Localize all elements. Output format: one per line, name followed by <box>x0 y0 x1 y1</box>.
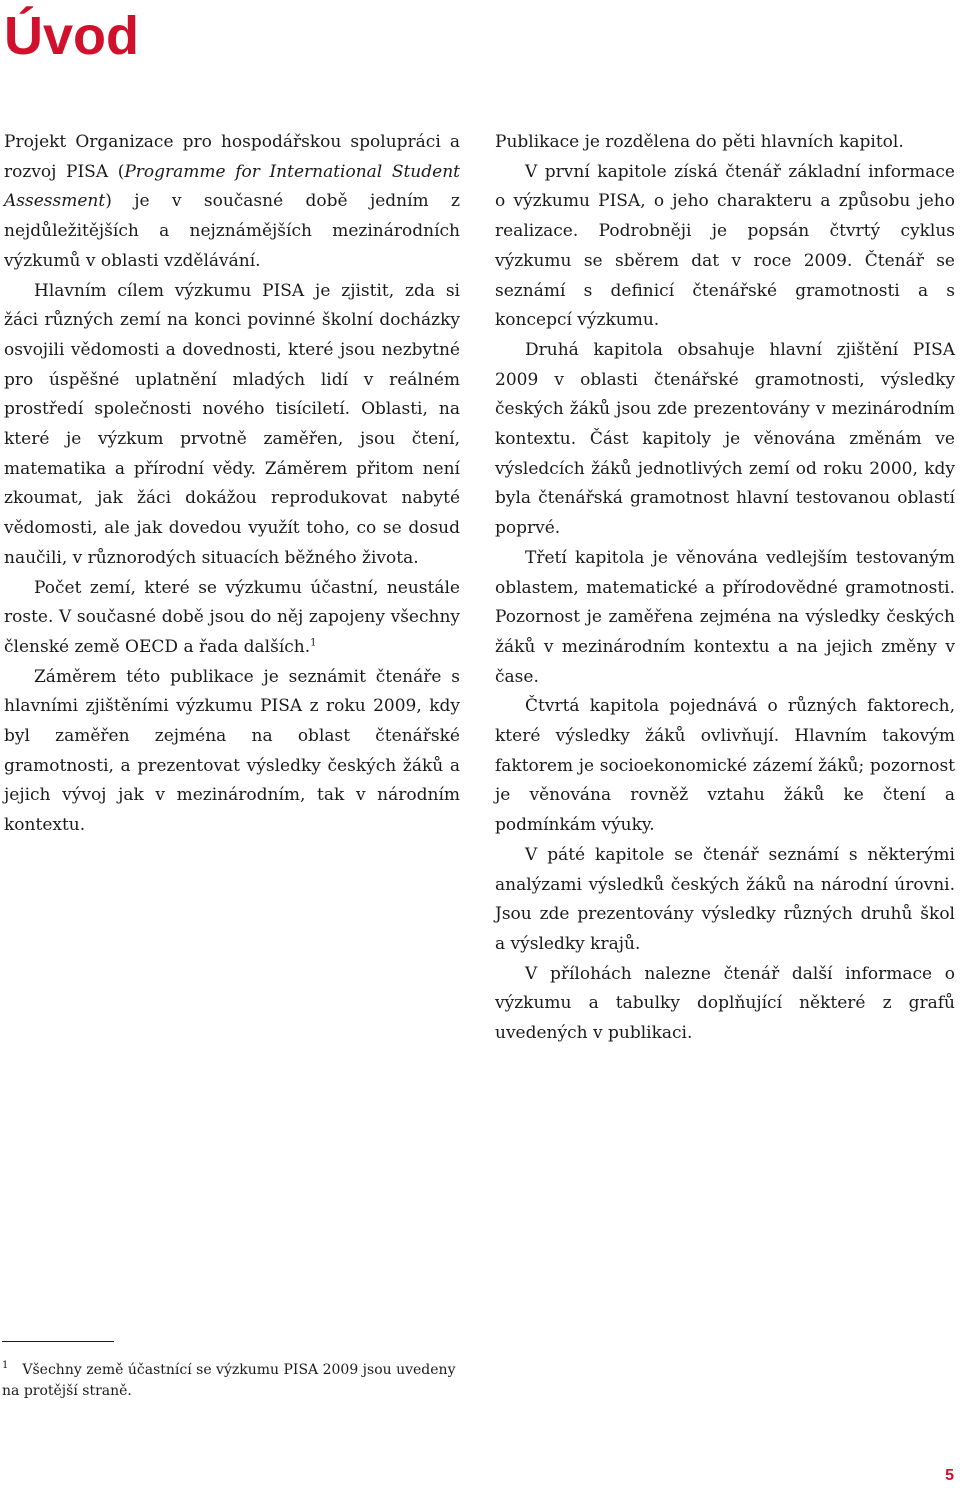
right-paragraph-2: V první kapitole získá čtenář základní informace o výzkumu PISA, o jeho charakteru a způsobu jeho realizace. Podrobněji je popsán čtvrtý cyklus výzkumu se sběrem dat v roce 2009. Čtenář se seznámí s definicí čtenářské gramotnosti a s koncepcí výzkumu. <box>495 161 955 331</box>
left-paragraph-3-text: Počet zemí, které se výzkumu účastní, neustále roste. V současné době jsou do něj zapojeny všechny členské země OECD a řada dalších. <box>4 577 460 657</box>
footnote-divider <box>2 1341 114 1342</box>
left-paragraph-3 <box>4 574 460 663</box>
right-paragraph-3: Druhá kapitola obsahuje hlavní zjištění PISA 2009 v oblasti čtenářské gramotnosti, výsledky českých žáků jsou zde prezentovány v mezinárodním kontextu. Část kapitoly je věnována změnám ve výsledcích žáků jednotlivých zemí od roku 2000, kdy byla čtenářská gramotnost hlavní testovanou oblastí poprvé. <box>495 339 955 539</box>
left-paragraph-1 <box>4 128 460 277</box>
left-paragraph-2: Hlavním cílem výzkumu PISA je zjistit, zda si žáci různých zemí na konci povinné školní docházky osvojili vědomosti a dovednosti, které jsou nezbytné pro úspěšné uplatnění mladých lidí v reálném prostředí společnosti nového tisíciletí. Oblasti, na které je výzkum prvotně zaměřen, jsou čtení, matematika a přírodní vědy. Záměrem přitom není zkoumat, jak žáci dokážou reprodukovat nabyté vědomosti, ale jak dovedou využít toho, co se dosud naučili, v různorodých situacích běžného života. <box>4 280 460 568</box>
footnote-reference[interactable]: 1 <box>310 637 317 649</box>
right-paragraph-5: Čtvrtá kapitola pojednává o různých faktorech, které výsledky žáků ovlivňují. Hlavním takovým faktorem je socioekonomické zázemí žáků; pozornost je věnována rovněž vztahu žáků ke čtení a podmínkám výuky. <box>495 696 955 836</box>
footnote <box>2 1360 462 1402</box>
right-paragraph-7: V přílohách nalezne čtenář další informace o výzkumu a tabulky doplňující některé z grafů uvedených v publikaci. <box>495 963 955 1044</box>
left-paragraph-4: Záměrem této publikace je seznámit čtenáře s hlavními zjištěními výzkumu PISA z roku 2009, kdy byl zaměřen zejména na oblast čtenářské gramotnosti, a prezentovat výsledky českých žáků a jejich vývoj jak v mezinárodním, tak v národním kontextu. <box>4 666 460 836</box>
footnote-number: 1 <box>2 1360 9 1372</box>
right-paragraph-6: V páté kapitole se čtenář seznámí s některými analýzami výsledků českých žáků na národní úrovni. Jsou zde prezentovány výsledky různých druhů škol a výsledky krajů. <box>495 844 955 954</box>
right-paragraph-1: Publikace je rozdělena do pěti hlavních kapitol. <box>495 132 904 152</box>
left-paragraph-1-italic: Programme for International Student Assessment <box>4 161 460 212</box>
page-number: 5 <box>945 1467 954 1484</box>
left-paragraph-1-text-a: Projekt Organizace pro hospodářskou spolupráci a rozvoj PISA ( <box>4 132 460 182</box>
right-paragraph-4: Třetí kapitola je věnována vedlejším testovaným oblastem, matematické a přírodovědné gramotnosti. Pozornost je zaměřena zejména na výsledky českých žáků v mezinárodním kontextu a na jejich změny v čase. <box>495 547 955 687</box>
footnote-text: Všechny země účastnící se výzkumu PISA 2009 jsou uvedeny na protější straně. <box>2 1362 456 1399</box>
left-paragraph-1-text-b: ) je v současné době jedním z nejdůležitějších a nejznámějších mezinárodních výzkumů v oblasti vzdělávání. <box>4 191 460 271</box>
page-title: Úvod <box>4 6 139 66</box>
right-column <box>495 128 955 1049</box>
left-column <box>4 128 460 841</box>
